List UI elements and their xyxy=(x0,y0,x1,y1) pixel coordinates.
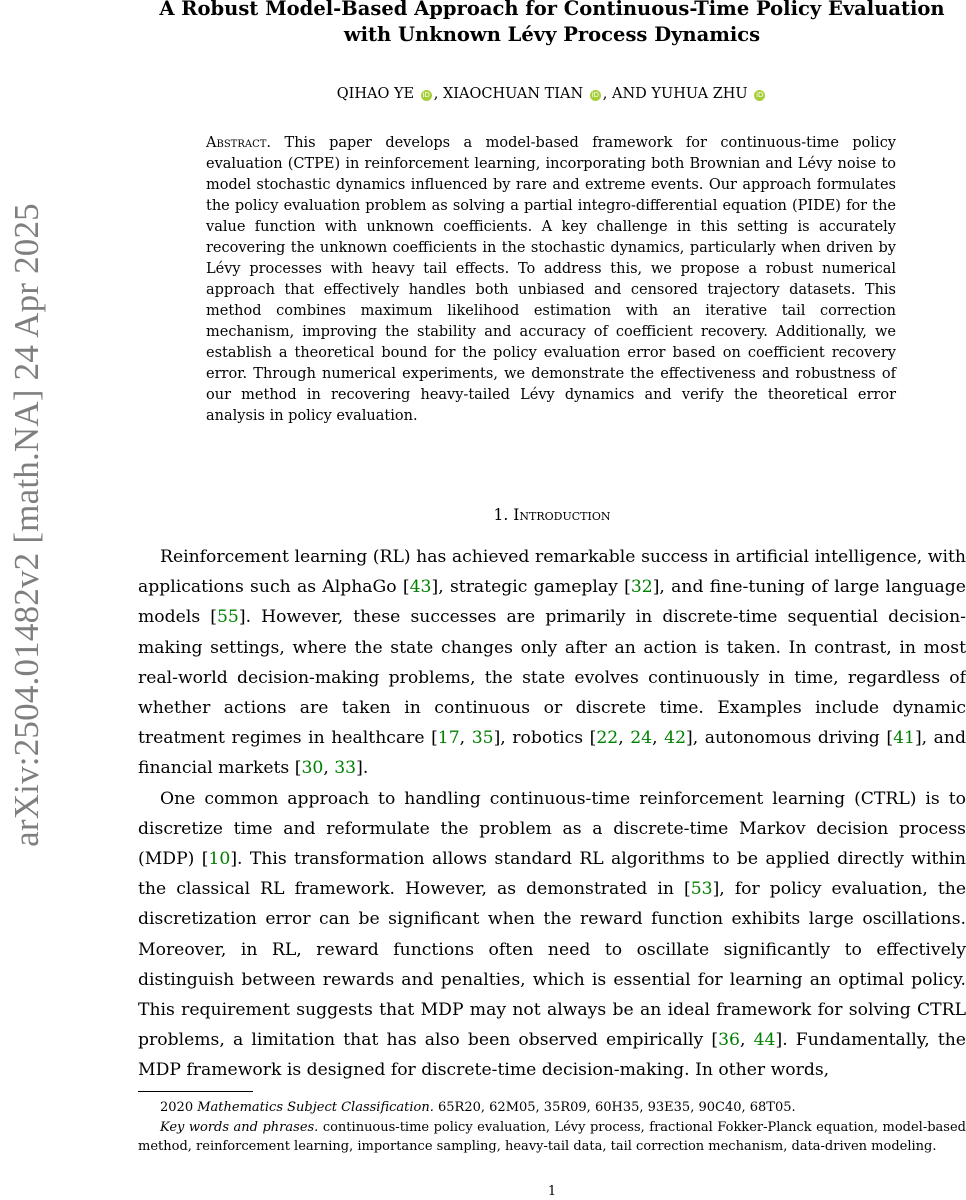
paragraph-2 xyxy=(138,784,966,1086)
citation-link[interactable]: 44 xyxy=(753,1030,776,1051)
author-name-3: YUHUA ZHU xyxy=(651,86,748,102)
abstract-text: This paper develops a model-based framework for continuous-time policy evaluation (CTPE) in reinforcement learning, incorporating both Brownian and Lévy noise to model stochastic dynamics influenced by rare and extreme events. Our approach formulates the policy evaluation problem as solving a partial integro-differential equation (PIDE) for the value function with unknown coefficients. A key challenge in this setting is accurately recovering the unknown coefficients in the stochastic dynamics, particularly when driven by Lévy processes with heavy tail effects. To address this, we propose a robust numerical approach that effectively handles both unbiased and censored trajectory datasets. This method combines maximum likelihood estimation with an iterative tail correction mechanism, improving the stability and accuracy of coefficient recovery. Additionally, we establish a theoretical bound for the policy evaluation error based on coefficient recovery error. Through numerical experiments, we demonstrate the effectiveness and robustness of our method in recovering heavy-tailed Lévy dynamics and verify the theoretical error analysis in policy evaluation. xyxy=(206,135,897,424)
paragraph-text: ], for policy evaluation, the discretization error can be significant when the reward function exhibits large oscillations. Moreover, in RL, reward functions often need to oscillate significantly to effectively distinguish between rewards and penalties, which is essential for learning an optimal policy. This requirement suggests that MDP may not always be an ideal framework for solving CTRL problems, a limitation that has also been observed empirically [ xyxy=(138,879,966,1051)
paragraph-text: , xyxy=(618,728,631,749)
citation-link[interactable]: 24 xyxy=(630,728,653,749)
author-name-2: XIAOCHUAN TIAN xyxy=(442,86,584,102)
paragraph-text: ]. This transformation allows standard RL algorithms to be applied directly within the classical RL framework. However, as demonstrated in [ xyxy=(138,849,966,900)
section-title: Introduction xyxy=(513,506,611,524)
footnotes xyxy=(138,1098,966,1157)
abstract-label: Abstract. xyxy=(206,135,272,151)
footnote-divider xyxy=(138,1091,253,1092)
citation-link[interactable]: 33 xyxy=(334,758,357,779)
paragraph-text: , xyxy=(459,728,472,749)
footnote-keywords xyxy=(138,1118,966,1157)
page-number: 1 xyxy=(547,1184,557,1199)
orcid-icon[interactable]: iD xyxy=(756,91,764,99)
paragraph-text: ], autonomous driving [ xyxy=(686,728,894,749)
paragraph-text: ], and fine-tuning of large language models [ xyxy=(138,577,966,628)
citation-link[interactable]: 53 xyxy=(690,879,713,900)
orcid-icon[interactable]: iD xyxy=(591,91,599,99)
author-separator-2: , AND xyxy=(602,86,652,102)
paragraph-text: ], strategic gameplay [ xyxy=(431,577,631,598)
citation-link[interactable]: 30 xyxy=(301,758,324,779)
paragraph-text: , xyxy=(652,728,665,749)
title-line-1: A Robust Model-Based Approach for Continuous-Time Policy Evaluation xyxy=(159,0,945,20)
title-line-2: with Unknown Lévy Process Dynamics xyxy=(343,23,761,46)
paragraph-text: ], and financial markets [ xyxy=(138,728,966,779)
section-heading-introduction xyxy=(138,504,966,526)
paragraph-text: , xyxy=(323,758,335,779)
citation-link[interactable]: 55 xyxy=(216,607,239,628)
msc-label: Mathematics Subject Classification. xyxy=(197,1100,434,1115)
citation-link[interactable]: 17 xyxy=(437,728,460,749)
citation-link[interactable]: 32 xyxy=(630,577,653,598)
abstract xyxy=(206,133,896,427)
msc-year: 2020 xyxy=(160,1100,194,1115)
paragraph-text: ]. xyxy=(356,758,369,779)
paper-title xyxy=(138,0,966,48)
keywords-text: continuous-time policy evaluation, Lévy process, fractional Fokker-Planck equation, model-based method, reinforcement learning, importance sampling, heavy-tail data, tail correction mechanism, data-driven modeling. xyxy=(138,1119,966,1154)
citation-link[interactable]: 43 xyxy=(409,577,432,598)
citation-link[interactable]: 41 xyxy=(893,728,915,749)
introduction-body xyxy=(138,542,966,1086)
author-separator-1: , xyxy=(433,86,443,102)
keywords-label: Key words and phrases. xyxy=(160,1119,319,1135)
author-list xyxy=(138,84,966,104)
paragraph-text: Reinforcement learning (RL) has achieved remarkable success in artificial intelligence, with applications such as AlphaGo [ xyxy=(138,547,966,598)
orcid-icon[interactable]: iD xyxy=(422,91,430,99)
paragraph-text: ]. However, these successes are primarily in discrete-time sequential decision-making settings, where the state changes only after an action is taken. In contrast, in most real-world decision-making problems, the state evolves continuously in time, regardless of whether actions are taken in continuous or discrete time. Examples include dynamic treatment regimes in healthcare [ xyxy=(138,607,966,749)
citation-link[interactable]: 22 xyxy=(596,728,619,749)
paragraph-text: One common approach to handling continuous-time reinforcement learning (CTRL) is to discretize time and reformulate the problem as a discrete-time Markov decision process (MDP) [ xyxy=(138,788,966,870)
paragraph-1 xyxy=(138,542,966,784)
msc-codes: 65R20, 62M05, 35R09, 60H35, 93E35, 90C40, 68T05. xyxy=(438,1100,796,1115)
paragraph-text: ], robotics [ xyxy=(493,728,597,749)
citation-link[interactable]: 42 xyxy=(664,728,687,749)
author-name-1: QIHAO YE xyxy=(336,86,415,102)
paragraph-text: , xyxy=(740,1030,754,1051)
arxiv-identifier: arXiv:2504.01482v2 [math.NA] 24 Apr 2025 xyxy=(7,203,46,847)
section-number: 1. xyxy=(493,506,509,524)
citation-link[interactable]: 35 xyxy=(471,728,494,749)
arxiv-side-stamp xyxy=(0,0,44,1200)
citation-link[interactable]: 36 xyxy=(718,1030,740,1051)
paragraph-text: ]. Fundamentally, the MDP framework is designed for discrete-time decision-making. In other words, xyxy=(138,1030,966,1081)
footnote-msc xyxy=(138,1098,966,1118)
citation-link[interactable]: 10 xyxy=(208,849,231,870)
